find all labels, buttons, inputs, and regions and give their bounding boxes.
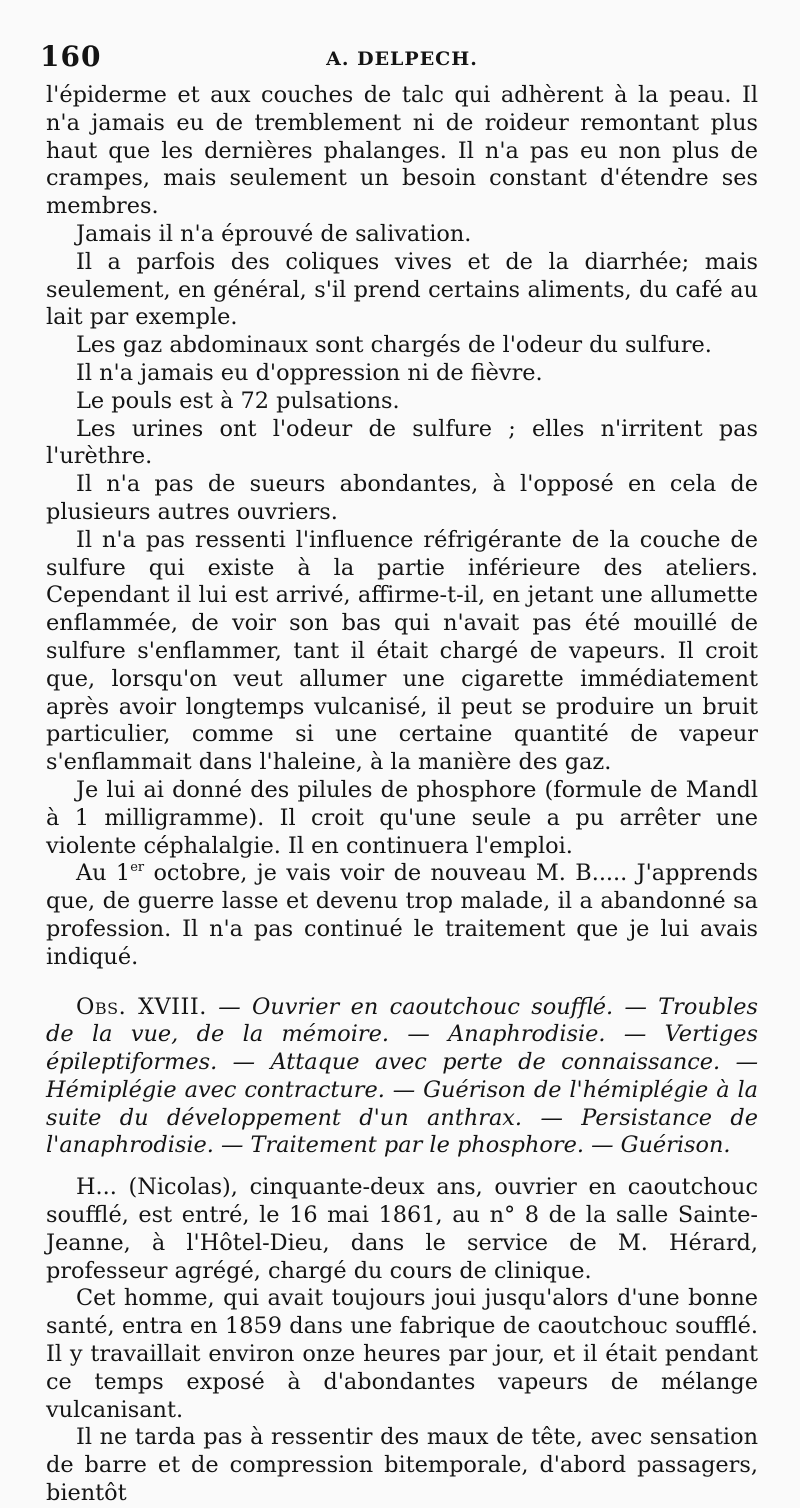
observation-label: Obs. XVIII.	[76, 993, 207, 1020]
text-segment: octobre, je vais voir de nouveau M. B..... J'apprends que, de guerre lasse et devenu trop malade, il a abandonné sa profession. Il n'a pas continué le traitement que je lui avais indiqué.	[46, 860, 758, 970]
paragraph: Il ne tarda pas à ressentir des maux de tête, avec sensation de barre et de compression bitemporale, d'abord passagers, bientôt	[46, 1424, 758, 1507]
paragraph: Le pouls est à 72 pulsations.	[76, 387, 400, 414]
paragraph: Les urines ont l'odeur de sulfure ; elles n'irritent pas l'urèthre.	[46, 415, 758, 470]
paragraph: Jamais il n'a éprouvé de salivation.	[76, 220, 472, 247]
superscript: er	[130, 860, 145, 876]
text-segment: Au 1	[76, 860, 131, 887]
paragraph: Cet homme, qui avait toujours joui jusqu'alors d'une bonne santé, entra en 1859 dans une fabrique de caoutchouc soufflé. Il y travaillait environ onze heures par jour, et il était pendant ce temps exposé à d'abondantes vapeurs de mélange vulcanisant.	[46, 1285, 758, 1423]
observation-title: — Ouvrier en caoutchouc soufflé. — Troubles de la vue, de la mémoire. — Anaphrodisie. — Vertiges épileptiformes. — Attaque avec perte de connaissance. — Hémiplégie avec contracture. — Guérison de l'hémiplégie à la suite du développement d'un anthrax. — Persistance de l'anaphrodisie. — Traitement par le phosphore. — Guérison.	[46, 993, 758, 1159]
observation-heading	[46, 994, 758, 1161]
paragraph: H... (Nicolas), cinquante-deux ans, ouvrier en caoutchouc soufflé, est entré, le 16 mai 1861, au n° 8 de la salle Sainte-Jeanne, à l'Hôtel-Dieu, dans le service de M. Hérard, professeur agrégé, chargé du cours de clinique.	[46, 1174, 758, 1284]
paragraph: Il n'a jamais eu d'oppression ni de fièvre.	[76, 359, 543, 386]
paragraph: Il n'a pas de sueurs abondantes, à l'opposé en cela de plusieurs autres ouvriers.	[46, 471, 758, 525]
paragraph: Je lui ai donné des pilules de phosphore (formule de Mandl à 1 milligramme). Il croit qu'une seule a pu arrêter une violente céphalalgie. Il en continuera l'emploi.	[46, 776, 758, 859]
paragraph: Il n'a pas ressenti l'influence réfrigérante de la couche de sulfure qui existe à la partie inférieure des ateliers. Cependant il lui est arrivé, affirme-t-il, en jetant une allumette enflammée, de voir son bas qui n'avait pas été mouillé de sulfure s'enflammer, tant il était chargé de vapeurs. Il croit que, lorsqu'on veut allumer une cigarette immédiatement après avoir longtemps vulcanisé, il peut se produire un bruit particulier, comme si une certaine quantité de vapeur s'enflammait dans l'haleine, à la manière des gaz.	[46, 526, 758, 776]
paragraph: Il a parfois des coliques vives et de la diarrhée; mais seulement, en général, s'il prend certains aliments, du café au lait par exemple.	[46, 248, 758, 331]
running-head: A. DELPECH.	[326, 48, 478, 70]
page-header	[40, 36, 758, 82]
page-number: 160	[40, 40, 102, 73]
paragraph-october	[46, 860, 758, 971]
paragraph: l'épiderme et aux couches de talc qui adhèrent à la peau. Il n'a jamais eu de tremblement ni de roideur remontant plus haut que les dernières phalanges. Il n'a pas eu non plus de crampes, mais seulement un besoin constant d'étendre ses membres.	[46, 82, 758, 220]
paragraph: Les gaz abdominaux sont chargés de l'odeur du sulfure.	[76, 332, 712, 359]
body-text	[46, 82, 758, 1508]
